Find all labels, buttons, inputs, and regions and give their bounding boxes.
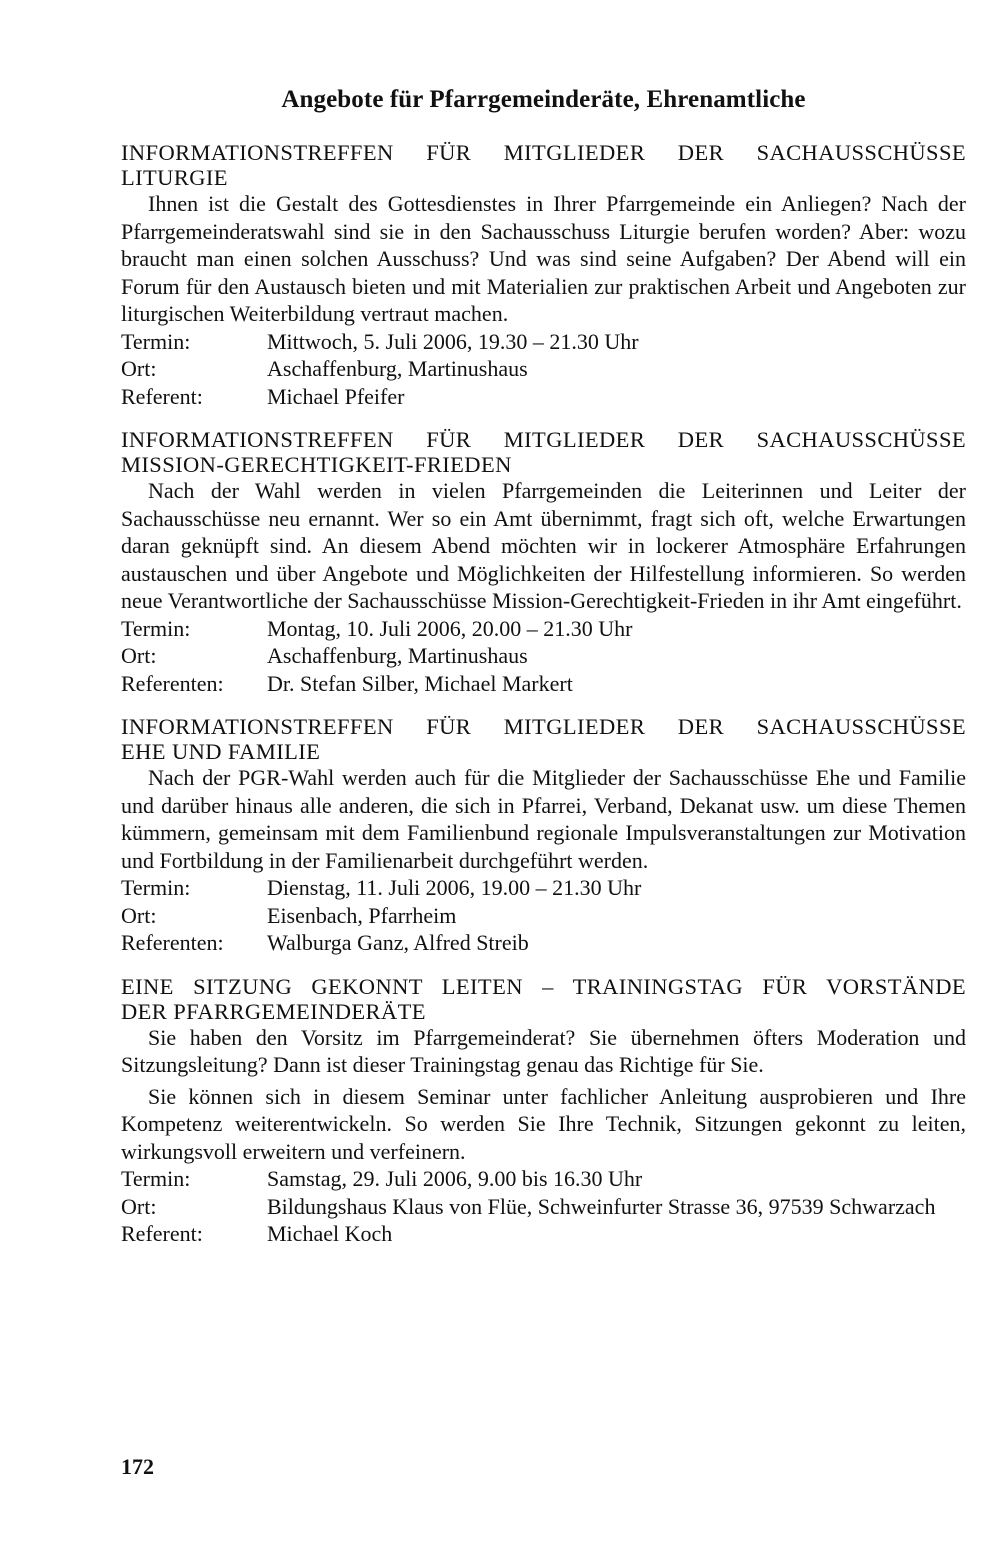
section-paragraph: Nach der PGR-Wahl werden auch für die Mitglieder der Sachausschüsse Ehe und Familie und darüber hinaus alle anderen, die sich in Pfarrei, Verband, Dekanat usw. um diese Themen kümmern, gemeinsam mit dem Familienbund regionale Impulsveranstaltungen zur Motivation und Fortbildung in der Familienarbeit durchgeführt werden.	[121, 765, 966, 873]
termin-label: Termin:	[121, 875, 191, 900]
referent-value: Michael Pfeifer	[267, 383, 405, 409]
section-paragraph: Ihnen ist die Gestalt des Gottesdienstes in Ihrer Pfarrgemeinde ein Anliegen? Nach der Pfarrgemeinderatswahl sind sie in den Sachausschuss Liturgie berufen worden? Aber: wozu braucht man einen solchen Ausschuss? Und was sind seine Aufgaben? Der Abend will ein Forum für den Austausch bieten und mit Materialien zur praktischen Arbeit und Angeboten zur liturgischen Weiterbildung vertraut machen.	[121, 191, 966, 326]
referenten-label: Referenten:	[121, 930, 224, 955]
referenten-label: Referenten:	[121, 670, 224, 696]
termin-value: Dienstag, 11. Juli 2006, 19.00 – 21.30 Uhr	[267, 875, 642, 900]
section-paragraph: Sie können sich in diesem Seminar unter fachlicher Anleitung ausprobieren und Ihre Kompetenz weiterentwickeln. So werden Sie Ihre Technik, Sitzungen gekonnt zu leiten, wirkungsvoll erweitern und verfeinern.	[121, 1083, 966, 1164]
termin-label: Termin:	[121, 1166, 191, 1191]
referent-label: Referent:	[121, 1221, 203, 1246]
section-heading: INFORMATIONSTREFFEN FÜR MITGLIEDER DER SACHAUSSCHÜSSE	[121, 427, 966, 452]
section-subheading: LITURGIE	[121, 165, 228, 190]
section-paragraph: Sie haben den Vorsitz im Pfarrgemeinderat? Sie übernehmen öfters Moderation und Sitzungsleitung? Dann ist dieser Trainingstag genau das Richtige für Sie.	[121, 1024, 966, 1077]
event-section-sitzung	[121, 974, 966, 1248]
referenten-value: Dr. Stefan Silber, Michael Markert	[267, 670, 573, 696]
section-subheading: MISSION-GERECHTIGKEIT-FRIEDEN	[121, 452, 512, 477]
section-subheading: EHE UND FAMILIE	[121, 739, 321, 764]
ort-value: Bildungshaus Klaus von Flüe, Schweinfurter Strasse 36, 97539 Schwarzach	[267, 1193, 936, 1219]
page-number: 172	[121, 1454, 154, 1479]
event-section-mission	[121, 427, 966, 697]
section-heading: INFORMATIONSTREFFEN FÜR MITGLIEDER DER SACHAUSSCHÜSSE	[121, 714, 966, 739]
ort-label: Ort:	[121, 643, 157, 668]
referent-label: Referent:	[121, 383, 203, 409]
section-paragraph: Nach der Wahl werden in vielen Pfarrgemeinden die Leiterinnen und Leiter der Sachausschüsse neu ernannt. Wer so ein Amt übernimmt, fragt sich oft, welche Erwartungen daran geknüpft sind. An diesem Abend möchten wir in lockerer Atmosphäre Erfahrungen austauschen und über Angebote und Möglichkeiten der Hilfestellung informieren. So werden neue Verantwortliche der Sachausschüsse Mission-Gerechtigkeit-Frieden in ihr Amt eingeführt.	[121, 478, 966, 613]
page-title: Angebote für Pfarrgemeinderäte, Ehrenamtliche	[281, 86, 806, 113]
ort-label: Ort:	[121, 902, 157, 928]
ort-value: Aschaffenburg, Martinushaus	[267, 356, 528, 381]
referent-value: Michael Koch	[267, 1221, 393, 1246]
event-details	[121, 328, 966, 411]
termin-label: Termin:	[121, 615, 191, 641]
termin-value: Montag, 10. Juli 2006, 20.00 – 21.30 Uhr	[267, 615, 633, 641]
event-details	[121, 874, 966, 957]
event-section-ehe-familie	[121, 714, 966, 957]
document-page	[121, 82, 966, 1265]
termin-value: Mittwoch, 5. Juli 2006, 19.30 – 21.30 Uhr	[267, 328, 639, 354]
termin-value: Samstag, 29. Juli 2006, 9.00 bis 16.30 Uhr	[267, 1166, 643, 1191]
termin-label: Termin:	[121, 328, 191, 354]
ort-value: Eisenbach, Pfarrheim	[267, 902, 457, 928]
section-subheading: DER PFARRGEMEINDERÄTE	[121, 998, 426, 1024]
ort-value: Aschaffenburg, Martinushaus	[267, 643, 528, 668]
section-heading: EINE SITZUNG GEKONNT LEITEN – TRAININGSTAG FÜR VORSTÄNDE	[121, 973, 966, 999]
event-details	[121, 1165, 966, 1248]
ort-label: Ort:	[121, 1193, 157, 1219]
event-details	[121, 615, 966, 698]
section-heading: INFORMATIONSTREFFEN FÜR MITGLIEDER DER SACHAUSSCHÜSSE	[121, 140, 966, 165]
ort-label: Ort:	[121, 356, 157, 381]
event-section-liturgie	[121, 140, 966, 410]
referenten-value: Walburga Ganz, Alfred Streib	[267, 930, 529, 955]
